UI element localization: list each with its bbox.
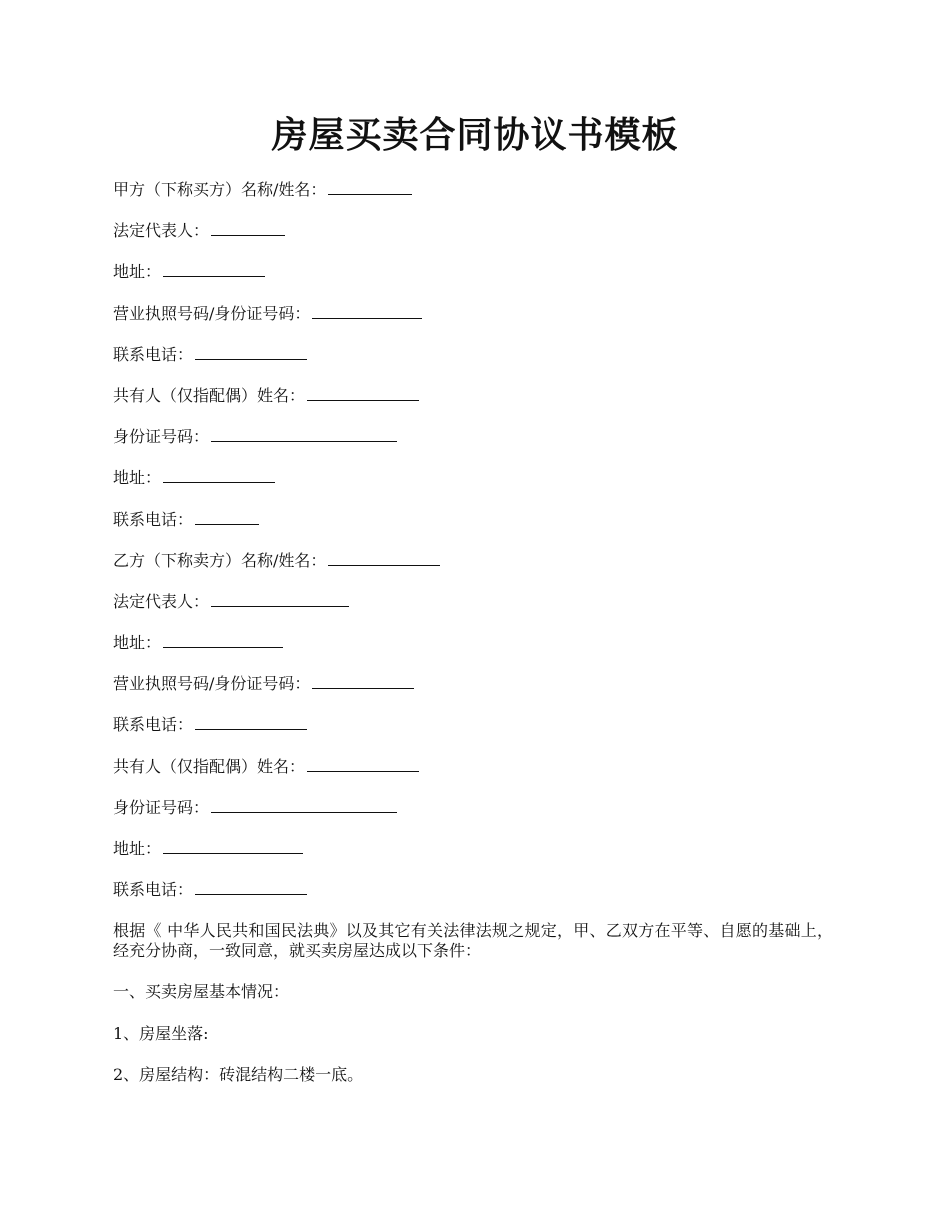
seller-name-label: 乙方（下称卖方）名称/姓名： — [113, 550, 327, 570]
section1-heading: 一、买卖房屋基本情况： — [113, 982, 290, 1002]
seller-address-label: 地址： — [113, 633, 162, 653]
document-title: 房屋买卖合同协议书模板 — [271, 114, 679, 156]
seller-address-blank — [163, 633, 283, 648]
buyer-co-id-blank — [211, 427, 397, 442]
buyer-license-label: 营业执照号码/身份证号码： — [113, 303, 311, 323]
buyer-co-address-label: 地址： — [113, 468, 162, 488]
document-body — [113, 180, 833, 1106]
buyer-phone-line — [113, 345, 833, 365]
buyer-rep-blank — [211, 221, 285, 236]
seller-rep-line — [113, 592, 833, 612]
buyer-co-phone-label: 联系电话： — [113, 509, 194, 529]
buyer-name-line — [113, 180, 833, 200]
buyer-name-blank — [328, 180, 412, 195]
seller-license-label: 营业执照号码/身份证号码： — [113, 674, 311, 694]
buyer-name-label: 甲方（下称买方）名称/姓名： — [113, 180, 327, 199]
buyer-co-address-line — [113, 468, 833, 488]
seller-co-id-blank — [211, 798, 397, 813]
seller-co-id-label: 身份证号码： — [113, 797, 210, 817]
clause-item-1: 1、房屋坐落: — [113, 1023, 209, 1043]
buyer-rep-line — [113, 221, 833, 241]
seller-co-id-line — [113, 798, 833, 818]
buyer-phone-label: 联系电话： — [113, 344, 194, 364]
buyer-co-owner-label: 共有人（仅指配偶）姓名： — [113, 385, 306, 405]
buyer-address-blank — [163, 262, 265, 277]
buyer-license-line — [113, 304, 833, 324]
buyer-co-address-blank — [163, 468, 275, 483]
seller-address-line — [113, 633, 833, 653]
buyer-co-id-line — [113, 427, 833, 447]
buyer-address-line — [113, 262, 833, 282]
seller-name-line — [113, 551, 833, 571]
seller-co-address-label: 地址： — [113, 839, 162, 858]
buyer-co-owner-blank — [307, 386, 419, 401]
buyer-phone-blank — [195, 345, 307, 360]
seller-co-phone-blank — [195, 880, 307, 895]
buyer-address-label: 地址： — [113, 262, 162, 282]
seller-co-phone-label: 联系电话： — [113, 880, 194, 900]
buyer-co-id-label: 身份证号码： — [113, 427, 210, 447]
seller-rep-label: 法定代表人： — [113, 591, 210, 611]
seller-phone-blank — [195, 715, 307, 730]
seller-rep-blank — [211, 592, 349, 607]
seller-name-blank — [328, 551, 440, 566]
seller-license-line — [113, 674, 833, 694]
buyer-rep-label: 法定代表人： — [113, 221, 210, 241]
seller-co-address-line — [113, 839, 833, 859]
buyer-co-phone-blank — [195, 510, 259, 525]
buyer-co-phone-line — [113, 510, 833, 530]
buyer-license-blank — [312, 304, 422, 319]
seller-phone-label: 联系电话： — [113, 715, 194, 735]
seller-license-blank — [312, 674, 414, 689]
seller-co-owner-line — [113, 757, 833, 777]
buyer-co-owner-line — [113, 386, 833, 406]
seller-co-owner-label: 共有人（仅指配偶）姓名： — [113, 756, 306, 776]
seller-co-phone-line — [113, 880, 833, 900]
seller-co-owner-blank — [307, 757, 419, 772]
preamble-paragraph: 根据《 中华人民共和国民法典》以及其它有关法律法规之规定，甲、乙双方在平等、自愿的基础上，经充分协商，一致同意，就买卖房屋达成以下条件： — [113, 921, 833, 961]
seller-co-address-blank — [163, 839, 303, 854]
seller-phone-line — [113, 715, 833, 735]
clause-item-2: 2、房屋结构：砖混结构二楼一底。 — [113, 1064, 364, 1084]
